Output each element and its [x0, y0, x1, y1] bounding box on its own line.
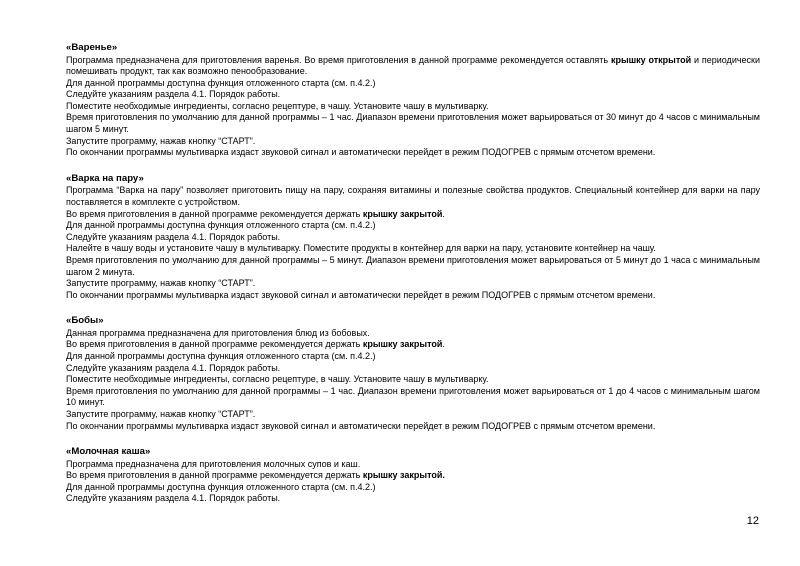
paragraph-line: Время приготовления по умолчанию для данной программы – 1 час. Диапазон времени приготовления может варьироваться от 30 минут до 4 часов с минимальным шагом 5 минут. [66, 112, 760, 135]
paragraph-line: Следуйте указаниям раздела 4.1. Порядок работы. [66, 231, 281, 242]
section-boby [66, 315, 760, 432]
paragraph-line: Для данной программы доступна функция отложенного старта (см. п.4.2.) [66, 481, 376, 492]
paragraph-line: Для данной программы доступна функция отложенного старта (см. п.4.2.) [66, 220, 376, 231]
paragraph-line: Программа предназначена для приготовления варенья. Во время приготовления в данной программе рекомендуется оставлять крышку открытой и периодически помешивать продукт, так как возможно пенообразование. [66, 54, 760, 77]
paragraph-line: Следуйте указаниям раздела 4.1. Порядок работы. [66, 493, 281, 504]
paragraph-line: Время приготовления по умолчанию для данной программы – 5 минут. Диапазон времени приготовления может варьироваться от 5 минут до 1 часа с минимальным шагом 2 минута. [66, 254, 760, 277]
document-page [66, 42, 760, 519]
paragraph-line: Во время приготовления в данной программе рекомендуется держать крышку закрытой. [66, 339, 445, 350]
paragraph-line: По окончании программы мультиварка издаст звуковой сигнал и автоматически перейдет в режим ПОДОГРЕВ с прямым отсчетом времени. [66, 289, 656, 300]
section-varenye [66, 42, 760, 159]
paragraph-line: По окончании программы мультиварка издаст звуковой сигнал и автоматически перейдет в режим ПОДОГРЕВ с прямым отсчетом времени. [66, 147, 656, 158]
section-title: «Варенье» [66, 42, 118, 53]
paragraph-line: По окончании программы мультиварка издаст звуковой сигнал и автоматически перейдет в режим ПОДОГРЕВ с прямым отсчетом времени. [66, 420, 656, 431]
section-title: «Варка на пару» [66, 172, 144, 184]
paragraph-line: Программа “Варка на пару” позволяет приготовить пищу на пару, сохраняя витамины и полезные свойства продуктов. Специальный контейнер для варки на пару поставляется в комплекте с устройством. [66, 185, 760, 207]
paragraph-line: Запустите программу, нажав кнопку “СТАРТ”. [66, 408, 256, 419]
paragraph-line: Запустите программу, нажав кнопку “СТАРТ”. [66, 135, 256, 146]
paragraph-line: Следуйте указаниям раздела 4.1. Порядок работы. [66, 89, 281, 100]
paragraph-line: Для данной программы доступна функция отложенного старта (см. п.4.2.) [66, 77, 376, 88]
paragraph-line: Поместите необходимые ингредиенты, согласно рецептуре, в чашу. Установите чашу в мультиварку. [66, 100, 489, 111]
paragraph-line: Время приготовления по умолчанию для данной программы – 1 час. Диапазон времени приготовления может варьироваться от 1 до 4 часов с минимальным шагом 10 минут. [66, 385, 760, 408]
section-molochnaya-kasha [66, 446, 760, 505]
section-varka-na-paru [66, 173, 760, 301]
paragraph-line: Запустите программу, нажав кнопку “СТАРТ”. [66, 278, 256, 289]
paragraph-line: Поместите необходимые ингредиенты, согласно рецептуре, в чашу. Установите чашу в мультиварку. [66, 374, 489, 385]
paragraph-line: Налейте в чашу воды и установите чашу в мультиварку. Поместите продукты в контейнер для варки на пару, установите контейнер на чашу. [66, 243, 656, 254]
paragraph-line: Программа предназначена для приготовления молочных супов и каш. [66, 458, 361, 469]
section-title: «Молочная каша» [66, 446, 151, 458]
page-number: 12 [746, 515, 759, 527]
paragraph-line: Данная программа предназначена для приготовления блюд из бобовых. [66, 327, 370, 338]
paragraph-line: Следуйте указаниям раздела 4.1. Порядок работы. [66, 362, 281, 373]
section-title: «Бобы» [66, 315, 104, 327]
paragraph-line: Во время приготовления в данной программе рекомендуется держать крышку закрытой. [66, 208, 445, 219]
paragraph-line: Для данной программы доступна функция отложенного старта (см. п.4.2.) [66, 350, 376, 361]
paragraph-line: Во время приготовления в данной программе рекомендуется держать крышку закрытой. [66, 470, 445, 481]
